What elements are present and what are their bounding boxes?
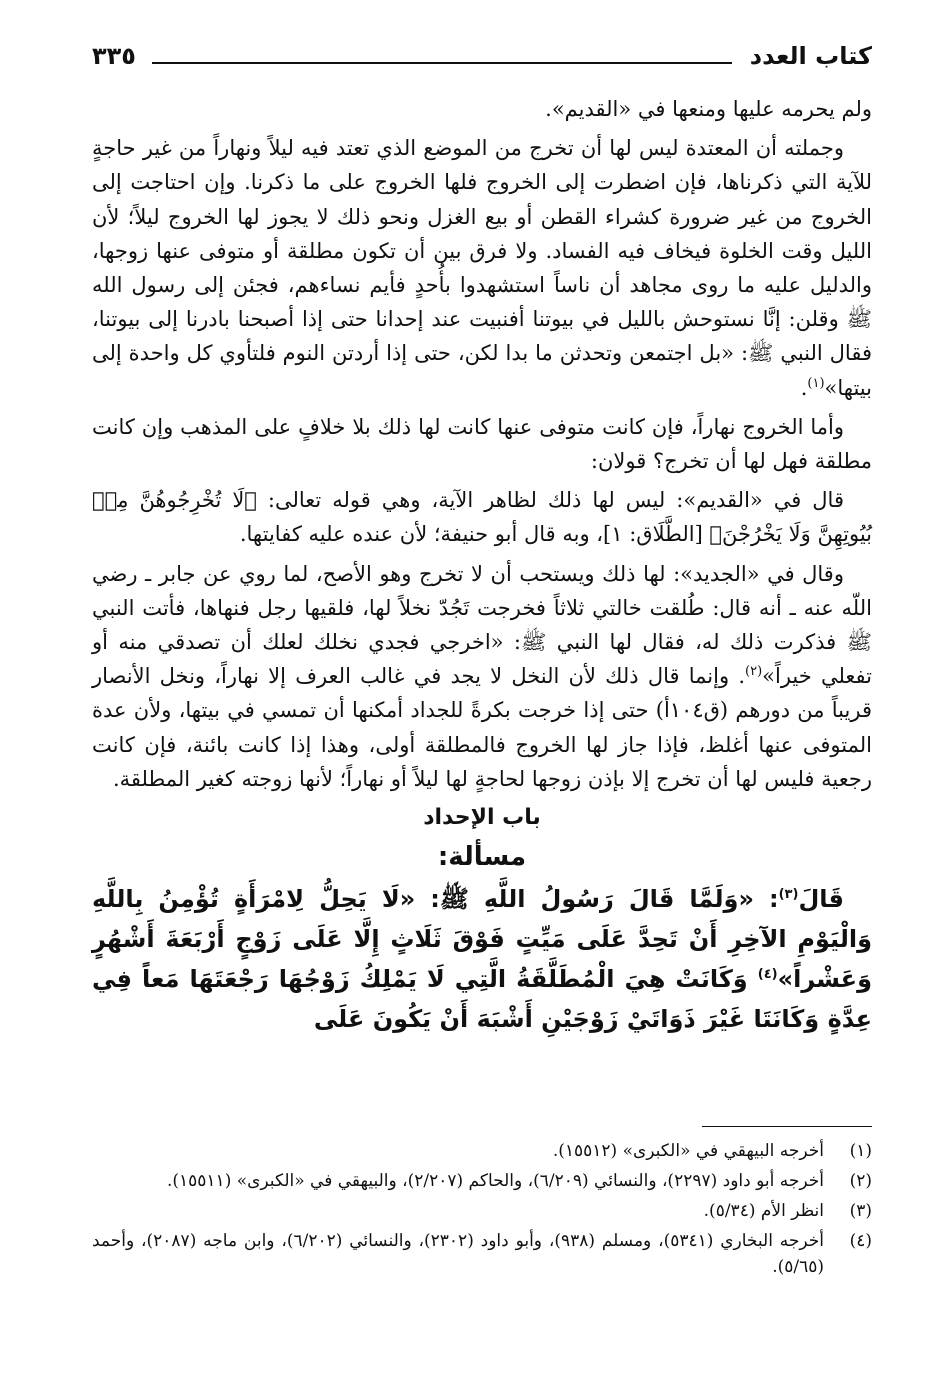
footnotes [92, 1138, 872, 1284]
footnote [92, 1228, 872, 1280]
footnote-text: أخرجه أبو داود (٢٢٩٧)، والنسائي (٦/٢٠٩)، والحاكم (٢/٢٠٧)، والبيهقي في «الكبرى» (١٥٥١١). [166, 1171, 824, 1191]
masala-heading: مسألة: [437, 842, 527, 873]
matn-text [92, 879, 872, 1039]
footnote-rule [702, 1126, 872, 1127]
section-title: باب الإحداد [423, 805, 541, 831]
header-rule [152, 62, 732, 64]
matn-qal: قَالَ [798, 885, 844, 914]
paragraph: وأما الخروج نهاراً، فإن كانت متوفى عنها كانت لها ذلك بلا خلافٍ على المذهب وإن كانت مطلقة فهل لها أن تخرج؟ قولان: [92, 414, 872, 474]
footnote-text: أخرجه البيهقي في «الكبرى» (١٥٥١٢). [552, 1141, 824, 1161]
footnote-marker: (٢) [745, 664, 763, 680]
footnote-marker: (٤) [757, 967, 778, 983]
paragraph: وقال في «الجديد»: لها ذلك ويستحب أن لا تخرج وهو الأصح، لما روي عن جابر ـ رضي اللّه عنه ـ أنه قال: طُلقت خالتي ثلاثاً فخرجت تَجُدّ نخلاً لها، فلقيها رجل فنهاها، فأتت النبي ﷺ فذكرت ذلك له، فقال لها النبي ﷺ: «اخرجي فجدي نخلك لعلك أن تصدقي منه أو تفعلي خيراً»$^{(٢)}$. وإنما قال ذلك لأن النخل لا يجد في غالب العرف إلا نهاراً، ونخل الأنصار قريباً من دورهم (ق١٠٤أ) حتى إذا خرجت بكرةً للجداد أمكنها أن تمسي في بيتها، ولأن عدة المتوفى عنها أغلظ، فإذا جاز لها الخروج فالمطلقة أولى، وهذا إذا كانت بائنة، فإن كانت رجعية فليس لها أن تخرج إلا بإذن زوجها لحاجةٍ لها ليلاً أو نهاراً؛ لأنها زوجته كغير المطلقة. [92, 561, 872, 791]
paragraph: وجملته أن المعتدة ليس لها أن تخرج من الموضع الذي تعتد فيه ليلاً ونهاراً من غير حاجةٍ للآية التي ذكرناها، فإن اضطرت إلى الخروج فلها الخروج على ما ذكرنا. وإن احتاجت إلى الخروج من غير ضرورة كشراء القطن أو بيع الغزل ونحو ذلك لا يجوز لها الخروج ليلاً؛ لأن الليل وقت الخلوة فيخاف فيه الفساد. ولا فرق بين أن تكون مطلقة أو متوفى عنها زوجها، والدليل عليه ما روى مجاهد أن ناساً استشهدوا بأُحدٍ فأيم نساءهم، فجئن إلى رسول الله ﷺ وقلن: إنَّا نستوحش بالليل في بيوتنا أفنبيت عند إحدانا حتى إذا أصبحنا بادرنا إلى بيوتنا، فقال النبي ﷺ: «بل اجتمعن وتحدثن ما بدا لكن، حتى إذا أردتن النوم فلتأوي كل واحدة إلى بيتها»$^{(١)}$. [92, 136, 872, 400]
footnote-marker: (١) [807, 375, 825, 391]
matn-continuation: وَكَانَتْ هِيَ الْمُطَلَّقَةُ الَّتِي لَا يَمْلِكُ زَوْجُهَا رَجْعَتَهَا مَعاً فِي عِدَّةٍ وَكَانَتَا غَيْرَ ذَوَاتَيْ زَوْجَيْنِ أَشْبَهَ أَنْ يَكُونَ عَلَى [92, 965, 872, 1034]
footnote-text: انظر الأم (٥/٣٤). [703, 1201, 824, 1221]
footnote-number: (٤) [849, 1231, 872, 1251]
footnote-number: (٢) [849, 1171, 872, 1191]
footnote-number: (١) [849, 1141, 872, 1161]
page-number: ٣٣٥ [92, 42, 136, 70]
paragraph: قال في «القديم»: ليس لها ذلك لظاهر الآية، وهي قوله تعالى: ﴿لَا تُخْرِجُوهُنَّ مِنۢ بُيُوتِهِنَّ وَلَا يَخْرُجْنَ﴾ [الطَّلَاق: ١]، وبه قال أبو حنيفة؛ لأن عنده عليه كفايتها. [92, 488, 872, 547]
footnote-text: أخرجه البخاري (٥٣٤١)، ومسلم (٩٣٨)، وأبو داود (٢٣٠٢)، والنسائي (٦/٢٠٢)، وابن ماجه (٢٠٨٧)، وأحمد (٥/٦٥). [92, 1231, 825, 1277]
footnote [92, 1138, 872, 1164]
paragraph-text: وإنما قال ذلك لأن النخل لا يجد في غالب العرف إلا نهاراً، ونخل الأنصار قريباً من دورهم (ق١٠٤أ) حتى إذا خرجت بكرةً للجداد أمكنها أن تمسي في بيتها، ولأن عدة المتوفى عنها أغلظ، فإذا جاز لها الخروج فالمطلقة أولى، وهذا إذا كانت بائنة، فإن كانت رجعية فليس لها أن تخرج إلا بإذن زوجها لحاجةٍ لها ليلاً أو نهاراً؛ لأنها زوجته كغير المطلقة. [92, 664, 872, 791]
matn-quote: : «وَلَمَّا قَالَ رَسُولُ اللَّهِ ﷺ: «لَا يَحِلُّ لِامْرَأَةٍ تُؤْمِنُ بِاللَّهِ وَالْيَوْمِ الآخِرِ أَنْ تَحِدَّ عَلَى مَيِّتٍ فَوْقَ ثَلَاثٍ إِلَّا عَلَى زَوْجٍ أَرْبَعَةَ أَشْهُرٍ وَعَشْراً» [92, 885, 872, 994]
chapter-title: كتاب العدد [749, 42, 872, 70]
main-text [92, 92, 872, 1044]
paragraph-text: وقال في «الجديد»: لها ذلك ويستحب أن لا تخرج وهو الأصح، لما روي عن جابر ـ رضي اللّه عنه ـ أنه قال: طُلقت خالتي ثلاثاً فخرجت تَجُدّ نخلاً لها، فلقيها رجل فنهاها، فأتت النبي ﷺ فذكرت ذلك له، فقال لها النبي ﷺ: «اخرجي فجدي نخلك لعلك أن تصدقي منه أو تفعلي خيراً» [92, 561, 872, 689]
paragraph: ولم يحرمه عليها ومنعها في «القديم». [545, 97, 872, 121]
page-header [92, 40, 872, 80]
footnote-number: (٣) [849, 1201, 872, 1221]
footnote [92, 1198, 872, 1224]
paragraph-text: وجملته أن المعتدة ليس لها أن تخرج من الموضع الذي تعتد فيه ليلاً ونهاراً من غير حاجةٍ للآية التي ذكرناها، فإن اضطرت إلى الخروج فلها الخروج على ما ذكرنا. وإن احتاجت إلى الخروج من غير ضرورة كشراء القطن أو بيع الغزل ونحو ذلك لا يجوز لها الخروج ليلاً؛ لأن الليل وقت الخلوة فيخاف فيه الفساد. ولا فرق بين أن تكون مطلقة أو متوفى عنها زوجها، والدليل عليه ما روى مجاهد أن ناساً استشهدوا بأُحدٍ فأيم نساءهم، فجئن إلى رسول الله ﷺ وقلن: إنَّا نستوحش بالليل في بيوتنا أفنبيت عند إحدانا حتى إذا أصبحنا بادرنا إلى بيوتنا، فقال النبي ﷺ: «بل اجتمعن وتحدثن ما بدا لكن، حتى إذا أردتن النوم فلتأوي كل واحدة إلى بيتها» [92, 136, 872, 400]
footnote-marker: (٣) [778, 887, 799, 903]
footnote [92, 1168, 872, 1194]
